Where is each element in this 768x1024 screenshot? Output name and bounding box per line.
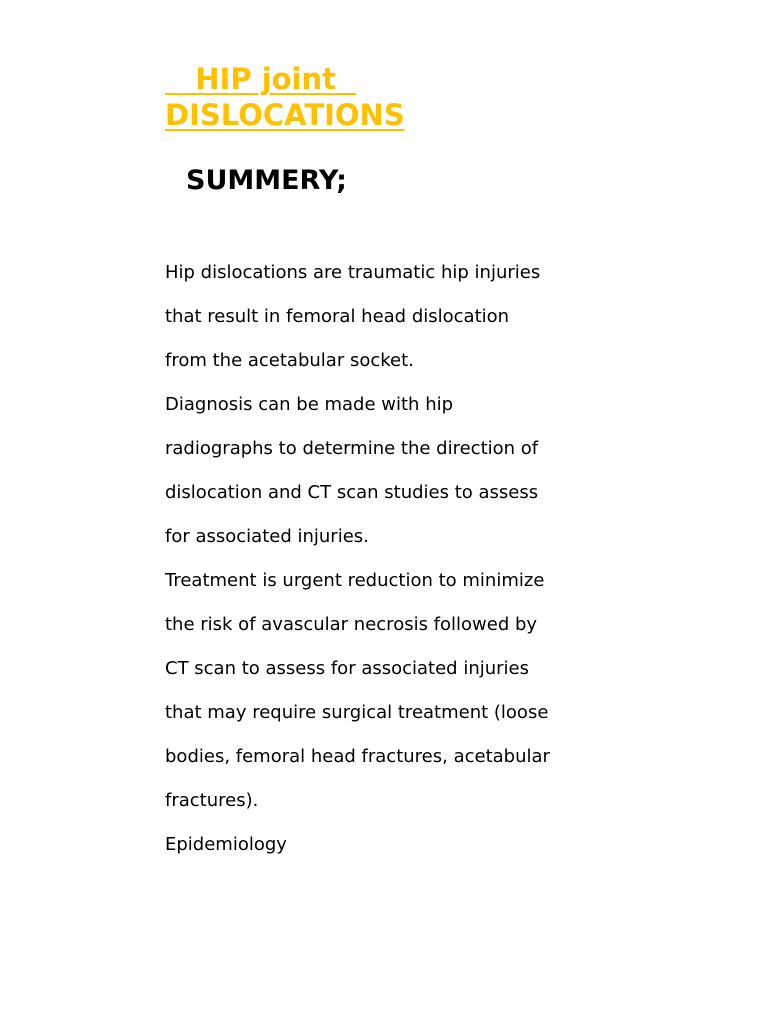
body-text	[165, 251, 625, 867]
text-line: CT scan to assess for associated injuries	[165, 658, 529, 679]
document-title-line-2: DISLOCATIONS	[165, 98, 405, 132]
text-line: the risk of avascular necrosis followed by	[165, 614, 538, 635]
text-line: for associated injuries.	[165, 526, 369, 547]
text-line: Diagnosis can be made with hip	[165, 394, 454, 415]
section-heading: SUMMERY;	[186, 165, 347, 196]
text-line: fractures).	[165, 790, 259, 811]
document-title-line-1: HIP joint	[165, 62, 357, 96]
text-line: Hip dislocations are traumatic hip injuries	[165, 262, 541, 283]
text-line: Treatment is urgent reduction to minimize	[165, 570, 545, 591]
text-line: radiographs to determine the direction of	[165, 438, 539, 459]
text-line: Epidemiology	[165, 834, 287, 855]
text-line: that result in femoral head dislocation	[165, 306, 510, 327]
text-line: that may require surgical treatment (loose	[165, 702, 549, 723]
text-line: from the acetabular socket.	[165, 350, 414, 371]
text-line: dislocation and CT scan studies to assess	[165, 482, 539, 503]
text-line: bodies, femoral head fractures, acetabular	[165, 746, 550, 767]
